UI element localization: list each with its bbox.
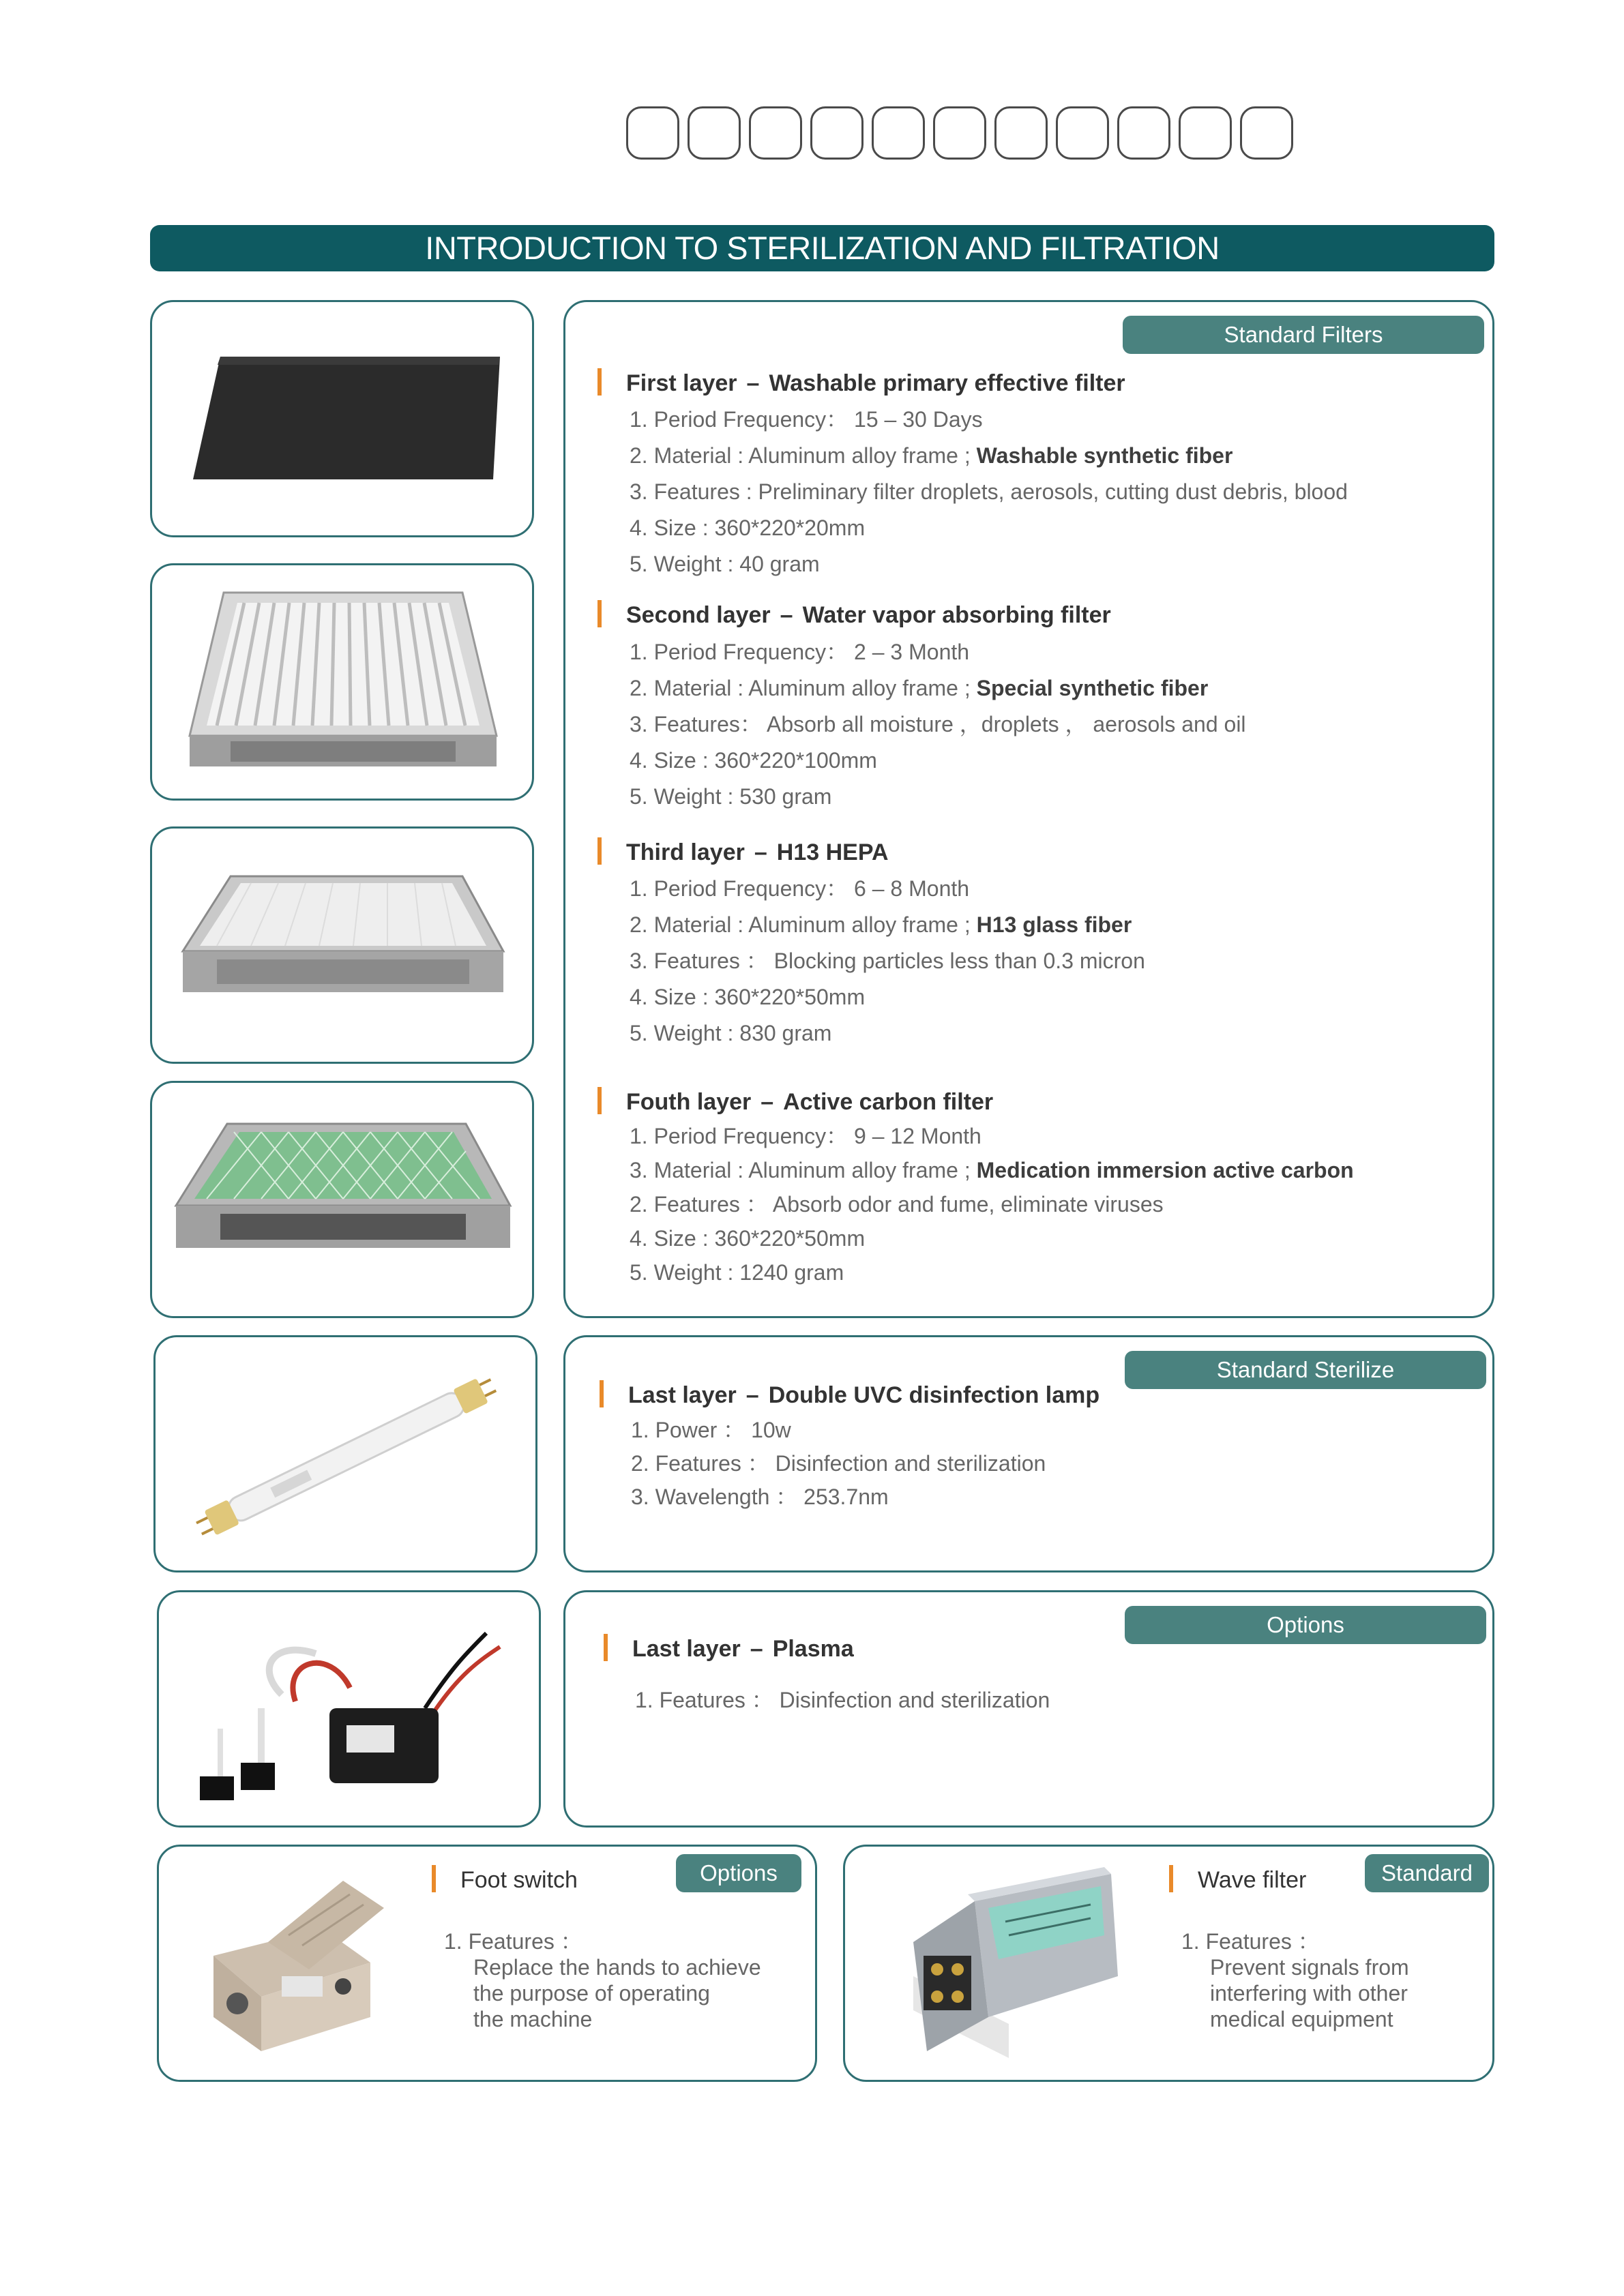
image-box-uvc-lamp (153, 1335, 537, 1572)
spec-line: 2. Features ： Absorb odor and fume, eliminate viruses (630, 1192, 1164, 1217)
pill (933, 106, 986, 160)
layer-name: Last layer (632, 1636, 741, 1662)
image-box-second-layer (150, 563, 534, 801)
foot-switch-options-tag: Options (676, 1854, 801, 1892)
accent-bar (597, 837, 602, 865)
spec-line: 5. Weight : 1240 gram (630, 1260, 844, 1285)
third-layer-heading: Third layer – H13 HEPA (597, 839, 889, 867)
spec-line: 1. Period Frequency： 6 – 8 Month (630, 876, 970, 901)
wave-filter-panel (843, 1845, 1494, 2082)
layer-title: Washable primary effective filter (769, 370, 1125, 396)
wave-filter-image (886, 1860, 1132, 2072)
description-line: the machine (473, 2007, 593, 2031)
spec-line: 2. Material : Aluminum alloy frame ; Special synthetic fiber (630, 676, 1209, 700)
plasma-heading: Last layer – Plasma (604, 1636, 854, 1664)
wave-filter-heading (1169, 1867, 1306, 1895)
fourth-layer-heading: Fouth layer – Active carbon filter (597, 1089, 993, 1117)
spec-line: 3. Material : Aluminum alloy frame ; Medication immersion active carbon (630, 1158, 1354, 1182)
standard-filters-panel (563, 300, 1494, 1318)
second-layer-specs (630, 634, 1246, 815)
spec-line: 3. Features ： Blocking particles less than 0.3 micron (630, 949, 1145, 973)
standard-filters-tag: Standard Filters (1123, 316, 1484, 354)
description-line: the purpose of operating (473, 1981, 710, 2006)
spec-line: 2. Material : Aluminum alloy frame ; H13 glass fiber (630, 912, 1132, 937)
spec-line: 4. Size : 360*220*20mm (630, 516, 866, 540)
description-line: Prevent signals from (1210, 1955, 1409, 1980)
spec-line: 1. Features ： Disinfection and sterilization (635, 1688, 1050, 1712)
spec-line: 1. Power ： 10w (631, 1418, 791, 1442)
decorative-pill-row (626, 106, 1293, 160)
pill (1179, 106, 1232, 160)
wave-filter-standard-tag: Standard (1365, 1854, 1489, 1892)
pill (872, 106, 925, 160)
layer-title: Active carbon filter (783, 1089, 994, 1115)
plasma-options-tag: Options (1125, 1606, 1486, 1644)
spec-line: 1. Period Frequency： 15 – 30 Days (630, 407, 983, 432)
spec-line: 4. Size : 360*220*50mm (630, 985, 866, 1009)
uvc-lamp-image (183, 1365, 517, 1549)
foot-switch-description (473, 1954, 761, 2032)
pill (749, 106, 802, 160)
layer-title: H13 HEPA (776, 839, 889, 865)
image-box-first-layer (150, 300, 534, 537)
layer-name: First layer (626, 370, 737, 396)
uvc-specs (631, 1414, 1046, 1514)
carbon-filter-image (166, 1117, 520, 1274)
layer-name: Last layer (628, 1382, 737, 1408)
wave-filter-title: Wave filter (1198, 1867, 1307, 1893)
wave-filter-features-label: 1. Features ： (1181, 1929, 1320, 1954)
accent-bar (597, 1087, 602, 1114)
plasma-panel (563, 1590, 1494, 1828)
foot-switch-title: Foot switch (460, 1867, 578, 1893)
foot-switch-heading (432, 1867, 578, 1895)
foot-switch-features-label: 1. Features ： (444, 1929, 582, 1954)
accent-bar (432, 1865, 436, 1892)
image-box-fourth-layer (150, 1081, 534, 1318)
spec-line: 3. Features： Absorb all moisture ，droplets ， aerosols and oil (630, 712, 1246, 736)
spec-line: 3. Features : Preliminary filter droplets, aerosols, cutting dust debris, blood (630, 479, 1348, 504)
page-title: INTRODUCTION TO STERILIZATION AND FILTRATION (150, 225, 1494, 271)
layer-title: Double UVC disinfection lamp (768, 1382, 1100, 1408)
spec-line: 1. Period Frequency： 9 – 12 Month (630, 1124, 981, 1148)
pill (1240, 106, 1293, 160)
uvc-heading: Last layer – Double UVC disinfection lamp (600, 1382, 1099, 1410)
spec-line: 2. Material : Aluminum alloy frame ; Washable synthetic fiber (630, 443, 1233, 468)
fourth-layer-specs (630, 1119, 1354, 1289)
standard-sterilize-tag: Standard Sterilize (1125, 1351, 1486, 1389)
image-box-third-layer (150, 826, 534, 1064)
plasma-module-image (179, 1606, 520, 1810)
layer-title: Plasma (772, 1636, 854, 1662)
accent-bar (597, 600, 602, 627)
spec-line: 5. Weight : 530 gram (630, 784, 832, 809)
pleated-filter-image (176, 586, 510, 777)
layer-name: Second layer (626, 602, 771, 628)
pill (1117, 106, 1170, 160)
spec-line: 4. Size : 360*220*100mm (630, 748, 877, 773)
foot-switch-image (186, 1867, 398, 2065)
description-line: interfering with other (1210, 1981, 1408, 2006)
spec-line: 2. Features ： Disinfection and sterilization (631, 1451, 1046, 1476)
spec-line: 5. Weight : 830 gram (630, 1021, 832, 1045)
accent-bar (597, 368, 602, 396)
accent-bar (1169, 1865, 1173, 1892)
description-line: medical equipment (1210, 2007, 1393, 2031)
spec-line: 4. Size : 360*220*50mm (630, 1226, 866, 1251)
pill (1056, 106, 1109, 160)
layer-title: Water vapor absorbing filter (802, 602, 1111, 628)
foam-filter-image (173, 350, 514, 486)
plasma-specs (635, 1682, 1050, 1718)
wave-filter-description (1210, 1954, 1409, 2032)
pill (810, 106, 863, 160)
hepa-filter-image (169, 869, 517, 1019)
second-layer-heading: Second layer – Water vapor absorbing filter (597, 602, 1111, 630)
layer-name: Third layer (626, 839, 745, 865)
foot-switch-panel (157, 1845, 817, 2082)
spec-line: 1. Period Frequency： 2 – 3 Month (630, 640, 970, 664)
spec-line: 3. Wavelength ： 253.7nm (631, 1485, 889, 1509)
pill (994, 106, 1048, 160)
first-layer-heading: First layer – Washable primary effective filter (597, 370, 1125, 398)
third-layer-specs (630, 871, 1145, 1052)
image-box-plasma (157, 1590, 541, 1828)
pill (688, 106, 741, 160)
pill (626, 106, 679, 160)
accent-bar (600, 1380, 604, 1407)
accent-bar (604, 1634, 608, 1661)
sterilize-panel (563, 1335, 1494, 1572)
layer-name: Fouth layer (626, 1089, 752, 1115)
first-layer-specs (630, 402, 1348, 582)
description-line: Replace the hands to achieve (473, 1955, 761, 1980)
spec-line: 5. Weight : 40 gram (630, 552, 820, 576)
